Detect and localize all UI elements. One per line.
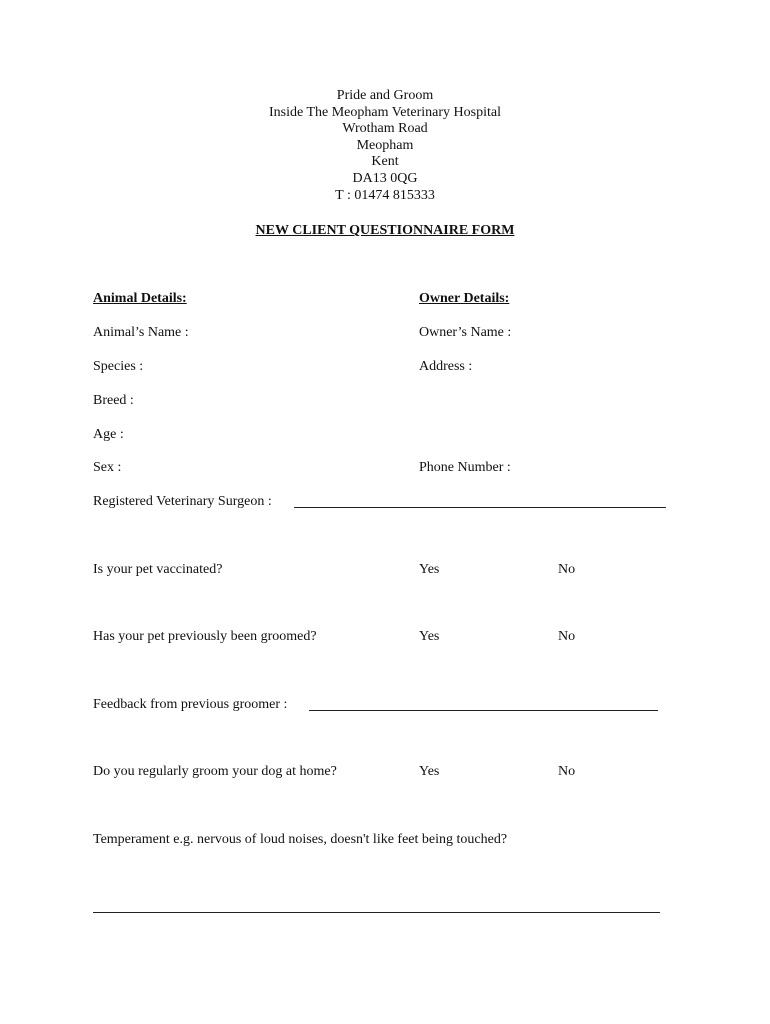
business-street: Wrotham Road [342, 121, 428, 137]
business-phone: T : 01474 815333 [335, 187, 435, 203]
business-location: Inside The Meopham Veterinary Hospital [269, 104, 501, 120]
owner-name-label: Owner’s Name : [419, 325, 512, 340]
sex-label: Sex : [93, 460, 122, 475]
feedback-label: Feedback from previous groomer : [93, 697, 288, 712]
home-grooming-yes-option[interactable]: Yes [419, 764, 440, 779]
question-home-grooming: Do you regularly groom your dog at home? [93, 764, 337, 779]
business-town: Meopham [356, 137, 414, 153]
phone-number-label: Phone Number : [419, 460, 511, 475]
home-grooming-no-option[interactable]: No [558, 764, 576, 779]
question-previously-groomed: Has your pet previously been groomed? [93, 629, 317, 644]
age-label: Age : [93, 427, 124, 442]
temperament-answer-line[interactable] [93, 912, 660, 913]
form-title: NEW CLIENT QUESTIONNAIRE FORM [255, 223, 515, 238]
vaccinated-yes-option[interactable]: Yes [419, 562, 440, 577]
breed-label: Breed : [93, 393, 134, 408]
temperament-label: Temperament e.g. nervous of loud noises, doesn't like feet being touched? [93, 832, 508, 847]
business-name: Pride and Groom [336, 88, 434, 103]
groomed-no-option[interactable]: No [558, 629, 576, 644]
address-label: Address : [419, 359, 473, 374]
question-vaccinated: Is your pet vaccinated? [93, 562, 223, 577]
animal-details-heading: Animal Details: [93, 291, 187, 306]
vet-answer-line[interactable] [294, 507, 666, 508]
business-postcode: DA13 0QG [352, 170, 418, 186]
species-label: Species : [93, 359, 144, 374]
business-county: Kent [371, 154, 399, 170]
business-header [0, 88, 770, 204]
animal-name-label: Animal’s Name : [93, 325, 189, 340]
feedback-answer-line[interactable] [309, 710, 658, 711]
groomed-yes-option[interactable]: Yes [419, 629, 440, 644]
vet-label: Registered Veterinary Surgeon : [93, 494, 272, 509]
owner-details-heading: Owner Details: [419, 291, 510, 306]
vaccinated-no-option[interactable]: No [558, 562, 576, 577]
